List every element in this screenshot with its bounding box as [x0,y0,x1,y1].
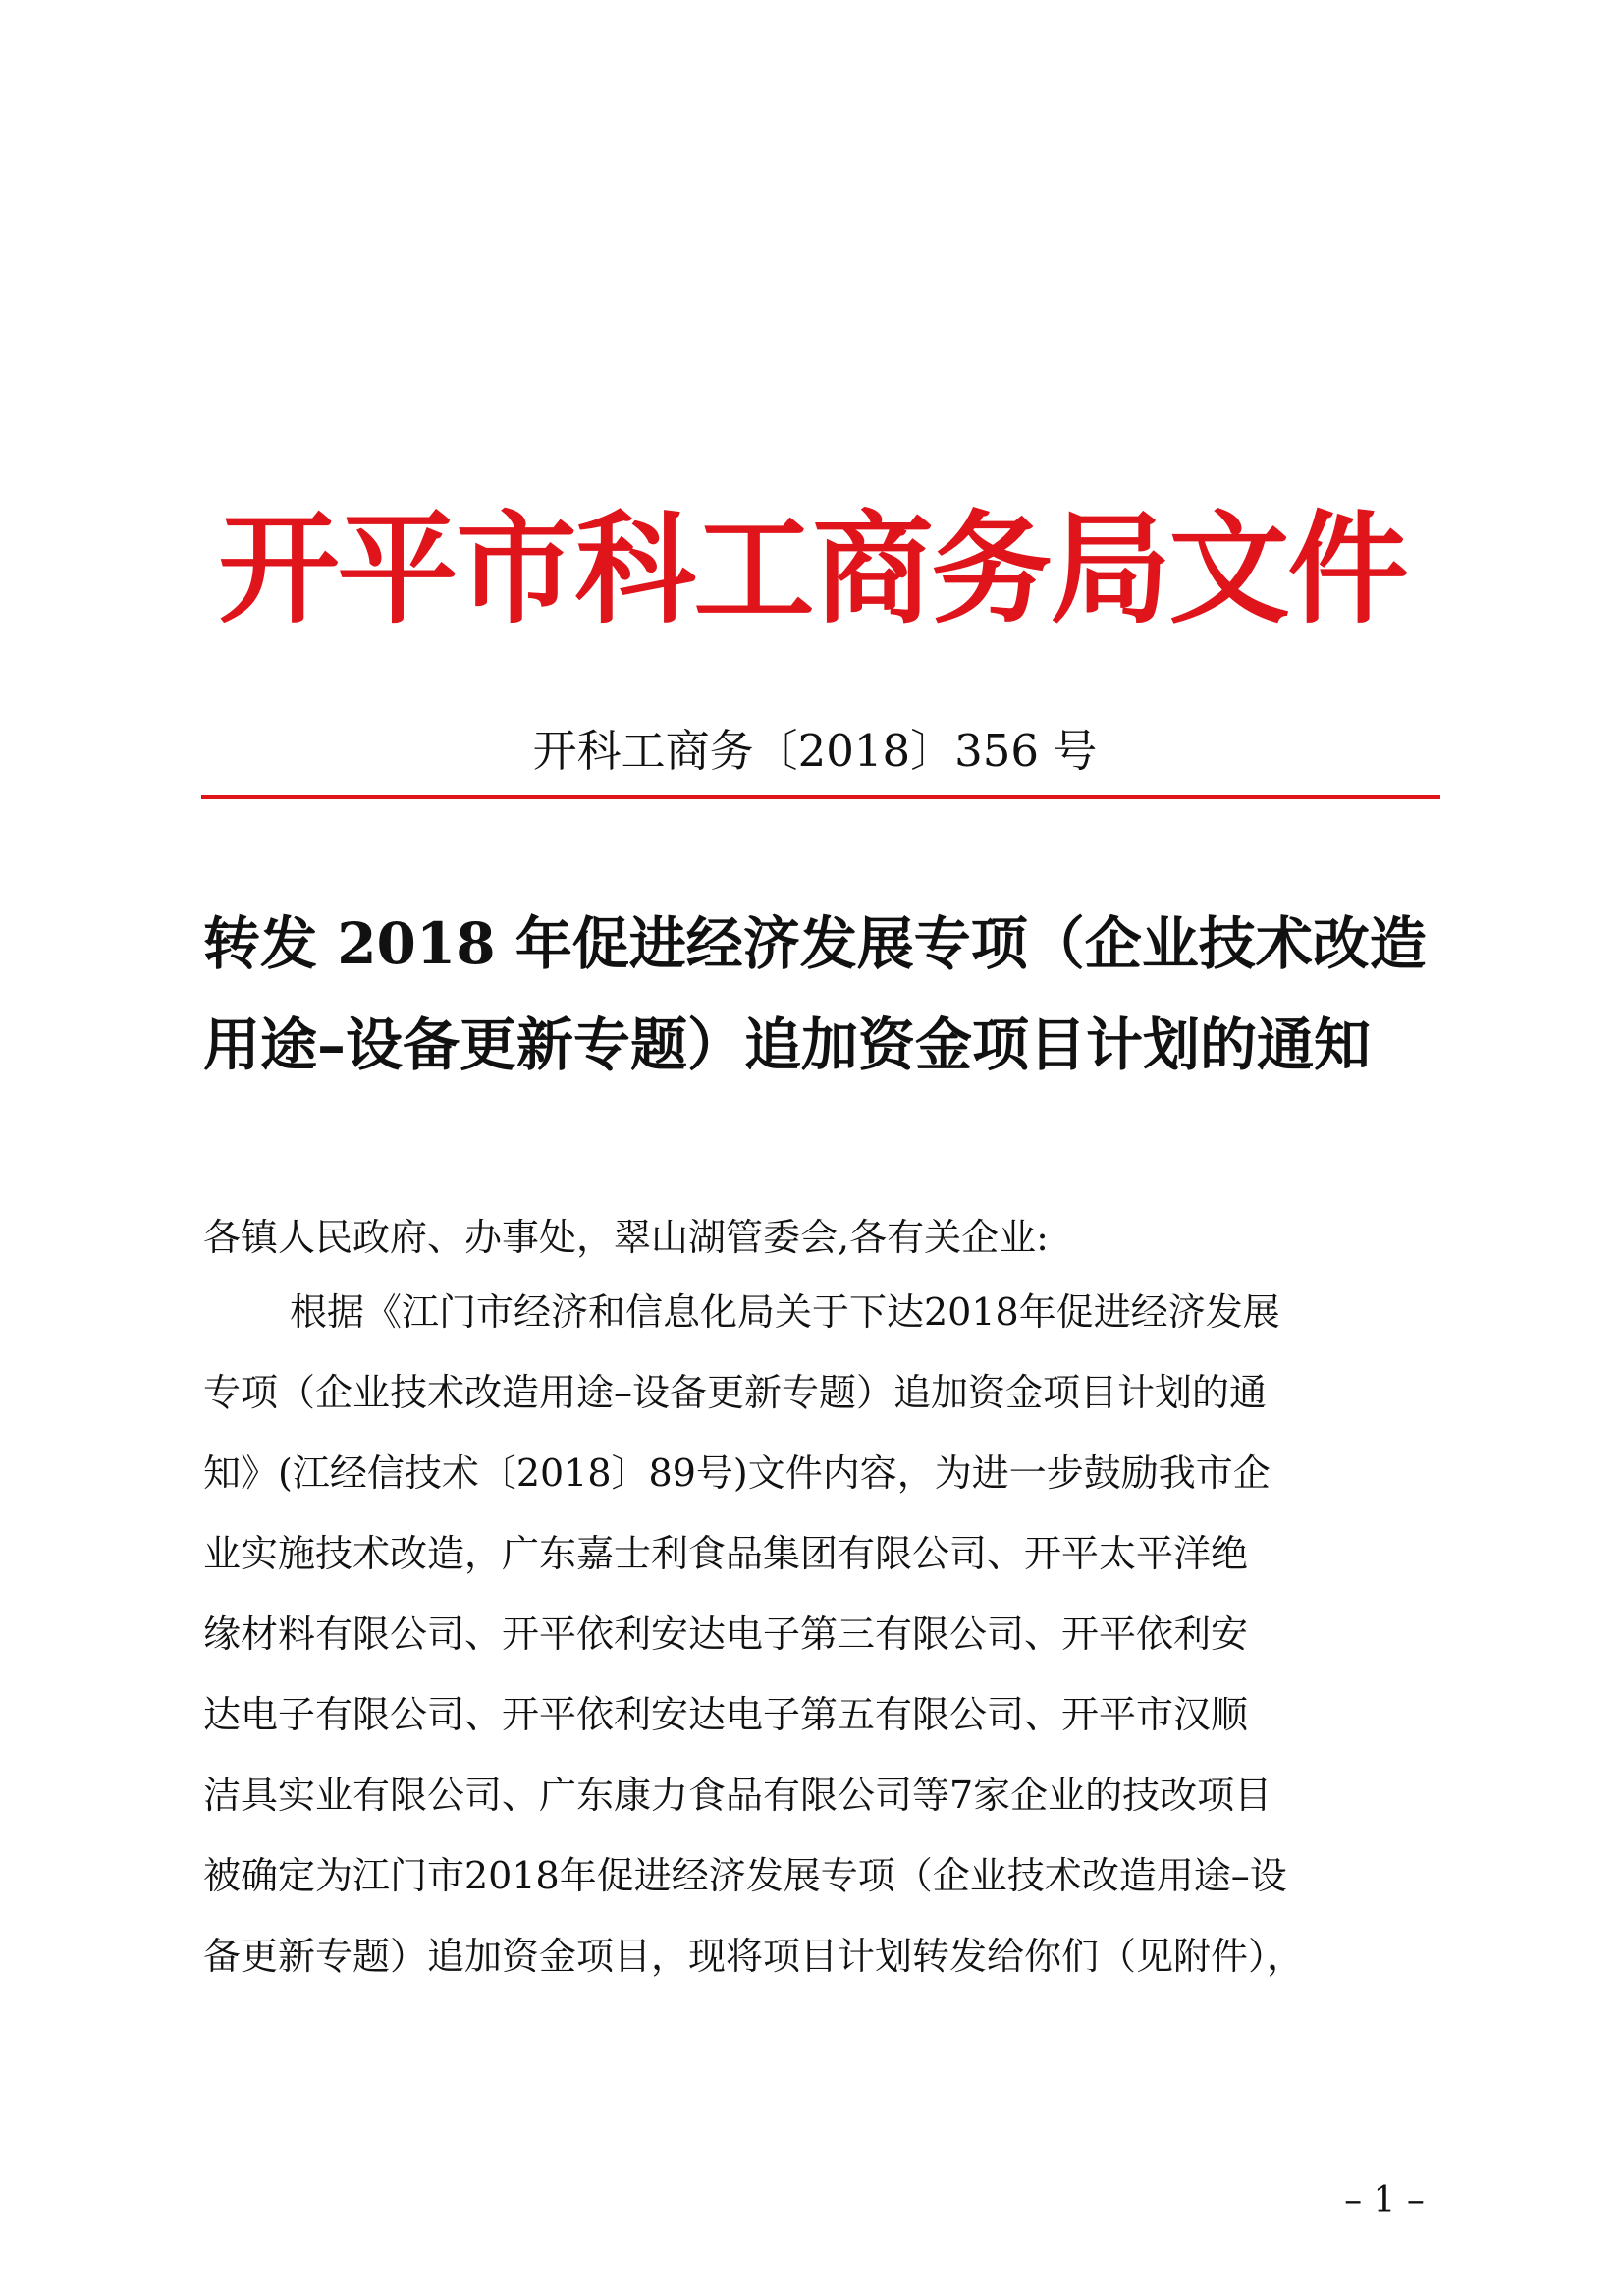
document-number: 开科工商务〔2018〕356 号 [532,725,1098,777]
body-line-7: 洁具实业有限公司、广东康力食品有限公司等7家企业的技改项目 [203,1774,1272,1817]
title-line-2: 用途–设备更新专题）追加资金项目计划的通知 [203,1011,1372,1078]
body-line-3: 知》(江经信技术〔2018〕89号)文件内容，为进一步鼓励我市企 [203,1451,1271,1495]
body-line-4: 业实施技术改造，广东嘉士利食品集团有限公司、开平太平洋绝 [203,1532,1249,1575]
body-line-5: 缘材料有限公司、开平依利安达电子第三有限公司、开平依利安 [203,1613,1249,1656]
page-number: – 1 – [1344,2180,1425,2220]
body-line-8: 被确定为江门市2018年促进经济发展专项（企业技术改造用途–设 [203,1854,1287,1897]
body-line-2: 专项（企业技术改造用途–设备更新专题）追加资金项目计划的通 [203,1371,1268,1414]
red-separator-line [201,795,1440,799]
title-line-1: 转发 2018 年促进经济发展专项（企业技术改造 [203,910,1427,977]
document-title [203,894,1431,1096]
salutation: 各镇人民政府、办事处，翠山湖管委会,各有关企业: [203,1216,1049,1259]
body-paragraph [203,1272,1433,1996]
body-line-9: 备更新专题）追加资金项目，现将项目计划转发给你们（见附件）， [203,1935,1305,1978]
document-masthead: 开平市科工商务局文件 [218,499,1407,640]
body-line-1: 根据《江门市经济和信息化局关于下达2018年促进经济发展 [290,1290,1280,1334]
body-line-6: 达电子有限公司、开平依利安达电子第五有限公司、开平市汉顺 [203,1693,1249,1736]
